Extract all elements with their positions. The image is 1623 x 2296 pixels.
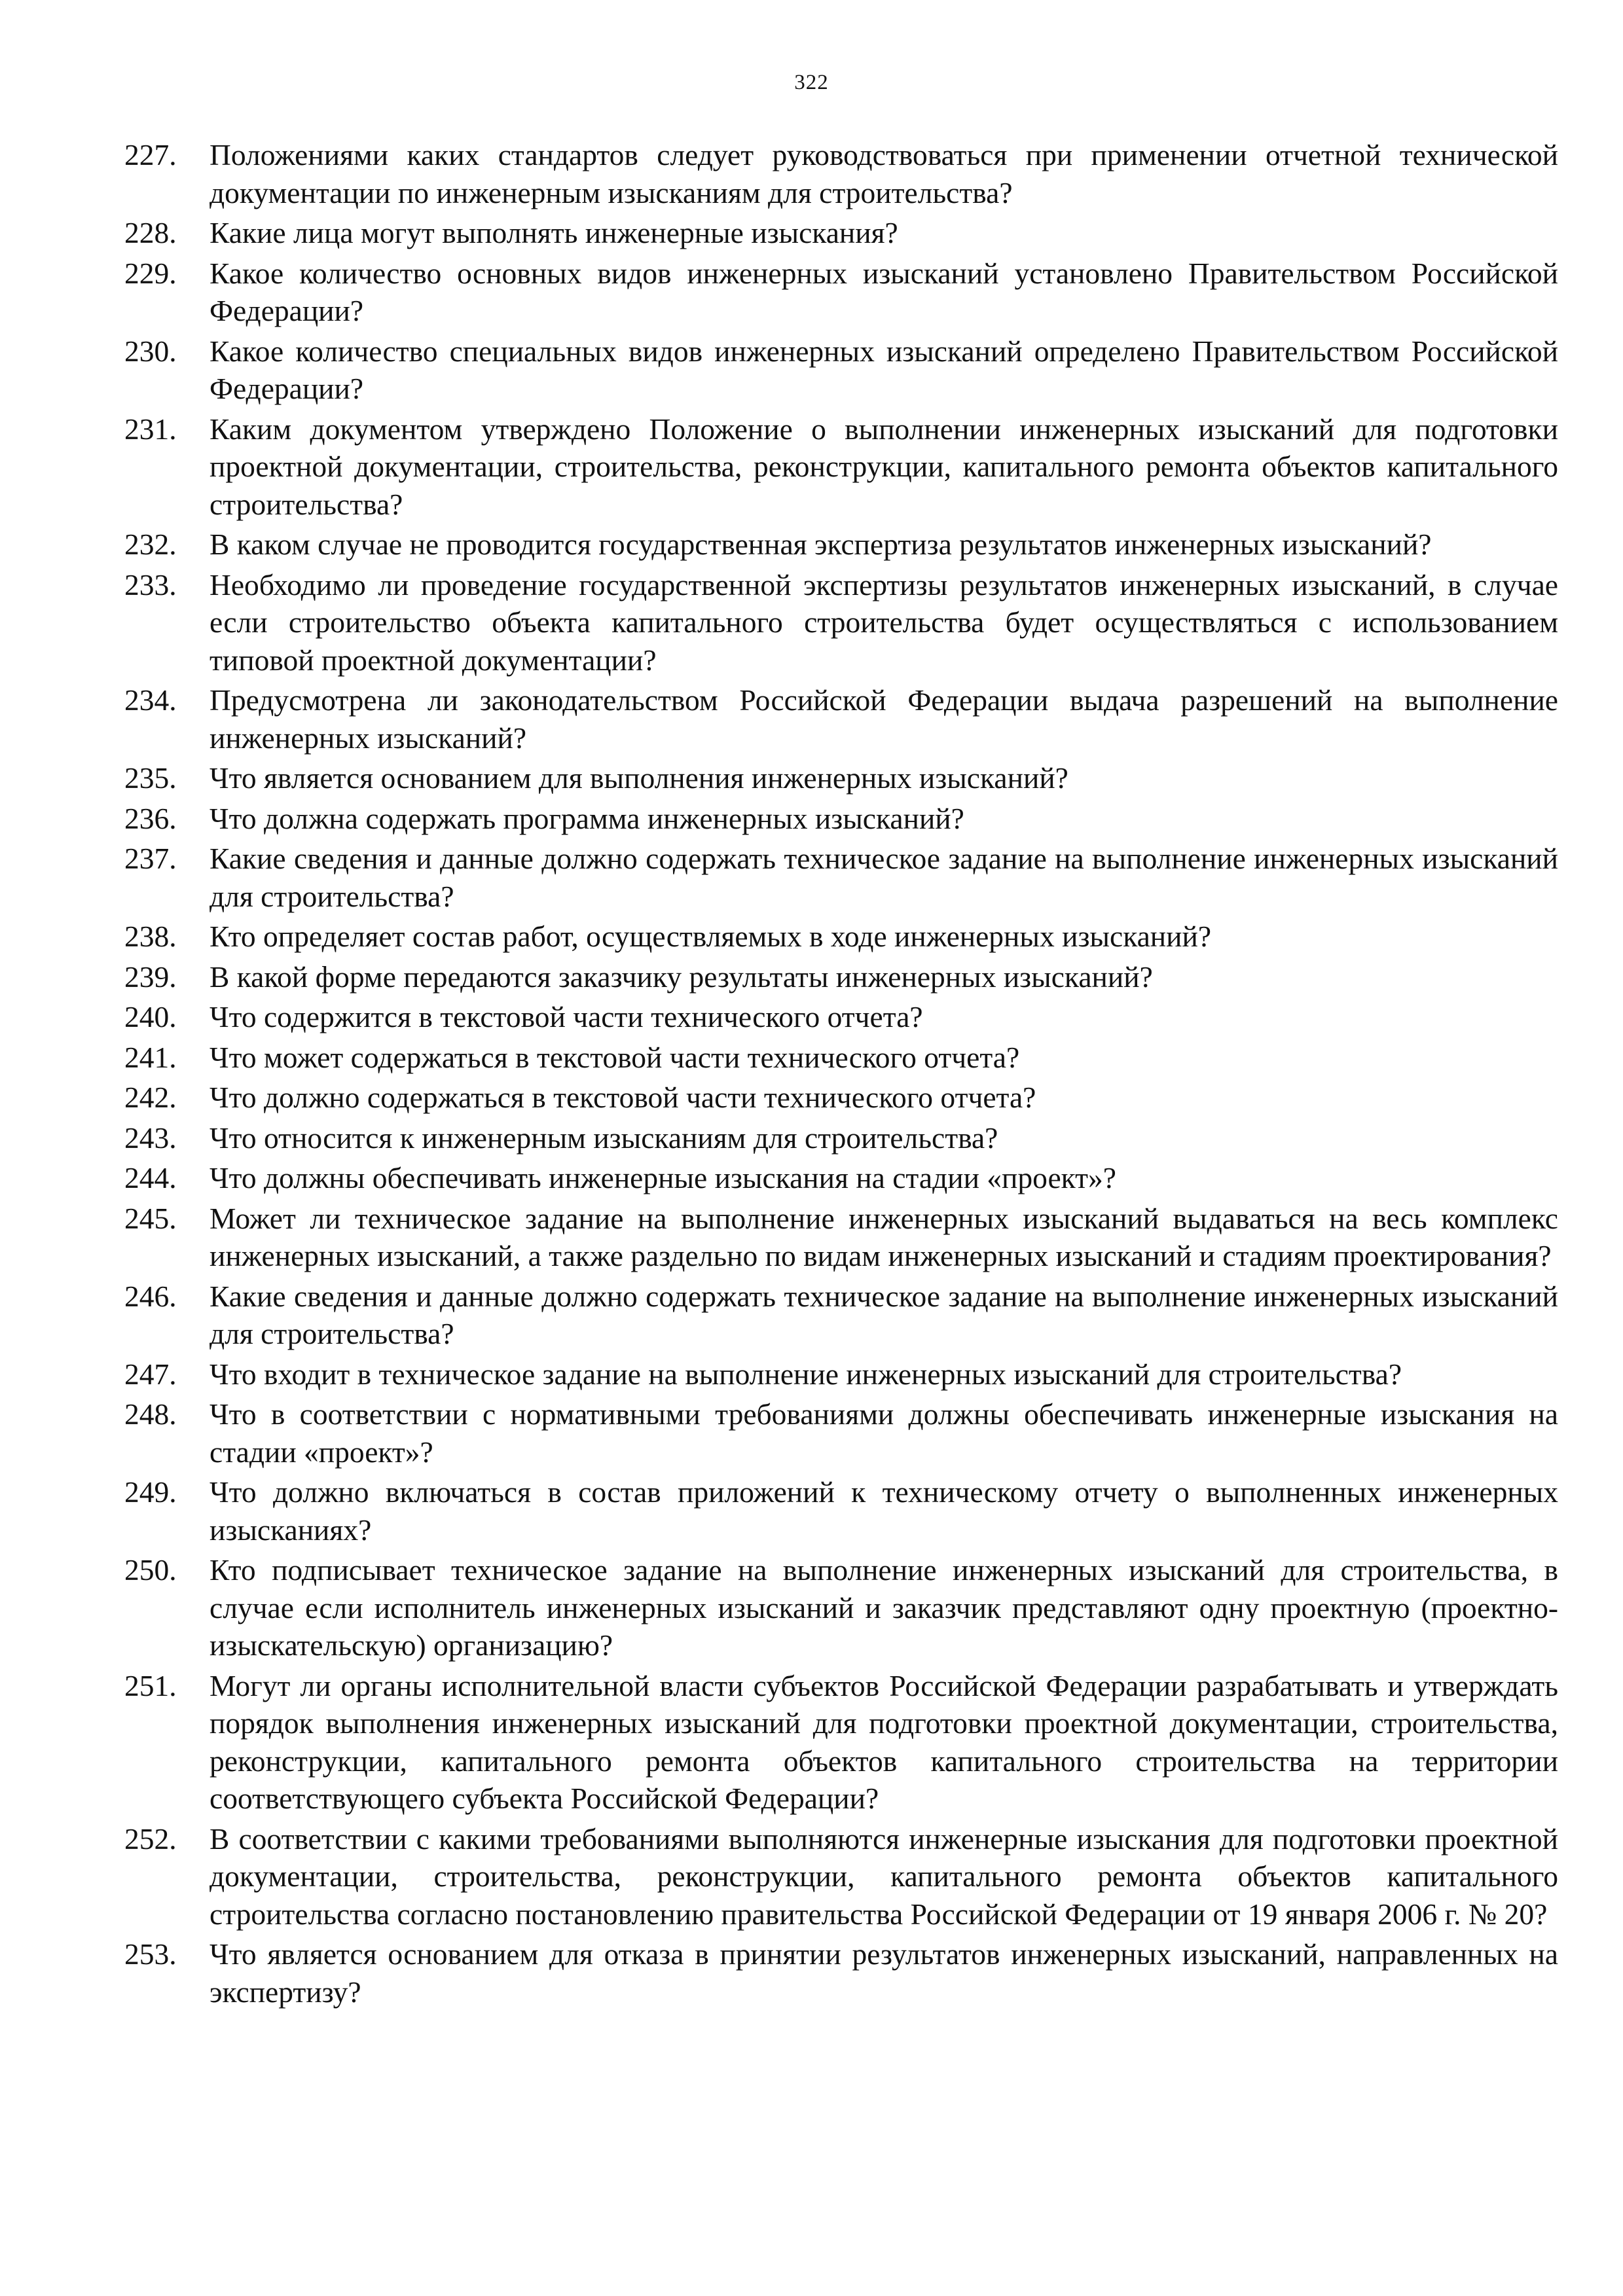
question-item bbox=[124, 526, 1558, 564]
question-item bbox=[124, 255, 1558, 330]
question-text: Какое количество основных видов инженерных изысканий установлено Правительством Российской Федерации? bbox=[210, 256, 1558, 327]
question-number: 246. bbox=[124, 1279, 177, 1313]
question-text: Положениями каких стандартов следует руководствоваться при применении отчетной технической документации по инженерным изысканиям для строительства? bbox=[210, 138, 1558, 209]
question-text: Кто определяет состав работ, осуществляемых в ходе инженерных изысканий? bbox=[210, 920, 1212, 953]
question-number: 233. bbox=[124, 567, 177, 601]
question-text: Что является основанием для выполнения инженерных изысканий? bbox=[210, 761, 1068, 795]
question-number: 242. bbox=[124, 1081, 177, 1114]
question-number: 247. bbox=[124, 1357, 177, 1391]
question-number: 230. bbox=[124, 334, 177, 368]
question-item bbox=[124, 1200, 1558, 1275]
question-list bbox=[124, 136, 1558, 2013]
question-item bbox=[124, 918, 1558, 956]
question-text: Что должна содержать программа инженерных изысканий? bbox=[210, 801, 964, 835]
question-text: Необходимо ли проведение государственной экспертизы результатов инженерных изысканий, в случае если строительство объекта капитального строительства будет осуществляться с использованием типовой проектной документации? bbox=[210, 567, 1558, 677]
question-text: Что в соответствии с нормативными требованиями должны обеспечивать инженерные изыскания на стадии «проект»? bbox=[210, 1397, 1558, 1469]
question-item bbox=[124, 214, 1558, 252]
question-item bbox=[124, 1935, 1558, 2011]
question-number: 253. bbox=[124, 1937, 177, 1971]
question-text: Что является основанием для отказа в принятии результатов инженерных изысканий, направленных на экспертизу? bbox=[210, 1937, 1558, 2009]
question-item bbox=[124, 1039, 1558, 1077]
question-number: 244. bbox=[124, 1161, 177, 1194]
question-text: Какие лица могут выполнять инженерные изыскания? bbox=[210, 216, 898, 249]
question-item bbox=[124, 1667, 1558, 1818]
question-text: Какие сведения и данные должно содержать техническое задание на выполнение инженерных изысканий для строительства? bbox=[210, 1279, 1558, 1350]
question-number: 232. bbox=[124, 528, 177, 561]
question-item bbox=[124, 136, 1558, 211]
question-text: Что должны обеспечивать инженерные изыскания на стадии «проект»? bbox=[210, 1161, 1116, 1194]
question-text: Что может содержаться в текстовой части технического отчета? bbox=[210, 1040, 1020, 1074]
question-item bbox=[124, 1079, 1558, 1117]
question-item bbox=[124, 800, 1558, 838]
question-number: 241. bbox=[124, 1040, 177, 1074]
question-item bbox=[124, 1355, 1558, 1393]
question-item bbox=[124, 1278, 1558, 1353]
question-number: 228. bbox=[124, 216, 177, 249]
question-item bbox=[124, 1395, 1558, 1471]
question-item bbox=[124, 566, 1558, 679]
question-number: 250. bbox=[124, 1553, 177, 1587]
question-item bbox=[124, 958, 1558, 996]
question-text: Может ли техническое задание на выполнение инженерных изысканий выдаваться на весь комплекс инженерных изысканий, а также раздельно по видам инженерных изысканий и стадиям проектирования? bbox=[210, 1201, 1558, 1272]
question-number: 229. bbox=[124, 256, 177, 290]
question-text: Какое количество специальных видов инженерных изысканий определено Правительством Российской Федерации? bbox=[210, 334, 1558, 405]
question-text: Что содержится в текстовой части технического отчета? bbox=[210, 1000, 923, 1033]
question-number: 252. bbox=[124, 1821, 177, 1856]
question-text: Что должно содержаться в текстовой части технического отчета? bbox=[210, 1081, 1036, 1114]
question-number: 239. bbox=[124, 960, 177, 994]
question-text: В какой форме передаются заказчику результаты инженерных изысканий? bbox=[210, 960, 1153, 994]
question-item bbox=[124, 1820, 1558, 1933]
question-number: 238. bbox=[124, 920, 177, 953]
question-number: 236. bbox=[124, 801, 177, 835]
question-number: 248. bbox=[124, 1397, 177, 1431]
question-number: 249. bbox=[124, 1475, 177, 1509]
question-item bbox=[124, 1119, 1558, 1157]
question-item bbox=[124, 759, 1558, 797]
question-text: Каким документом утверждено Положение о выполнении инженерных изысканий для подготовки проектной документации, строительства, реконструкции, капитального ремонта объектов капитального строительства? bbox=[210, 412, 1558, 521]
question-text: Что входит в техническое задание на выполнение инженерных изысканий для строительства? bbox=[210, 1357, 1402, 1391]
question-item bbox=[124, 681, 1558, 757]
question-item bbox=[124, 998, 1558, 1036]
question-item bbox=[124, 1551, 1558, 1664]
question-number: 240. bbox=[124, 1000, 177, 1033]
question-text: Что относится к инженерным изысканиям для строительства? bbox=[210, 1121, 998, 1155]
question-text: В соответствии с какими требованиями выполняются инженерные изыскания для подготовки проектной документации, строительства, реконструкции, капитального ремонта объектов капитального строительства согласно постановлению правительства Российской Федерации от 19 января 2006 г. № 20? bbox=[210, 1821, 1558, 1931]
question-text: Что должно включаться в состав приложений к техническому отчету о выполненных инженерных изысканиях? bbox=[210, 1475, 1558, 1547]
question-text: Предусмотрена ли законодательством Российской Федерации выдача разрешений на выполнение инженерных изысканий? bbox=[210, 683, 1558, 755]
question-number: 251. bbox=[124, 1668, 177, 1702]
question-text: Могут ли органы исполнительной власти субъектов Российской Федерации разрабатывать и утверждать порядок выполнения инженерных изысканий для подготовки проектной документации, строительства, реконструкции, капитального ремонта объектов капитального строительства на территории соответствующего субъекта Российской Федерации? bbox=[210, 1668, 1558, 1815]
question-number: 235. bbox=[124, 761, 177, 795]
question-item bbox=[124, 410, 1558, 524]
question-item bbox=[124, 332, 1558, 408]
question-number: 237. bbox=[124, 842, 177, 875]
question-text: В каком случае не проводится государственная экспертиза результатов инженерных изысканий? bbox=[210, 528, 1432, 561]
question-number: 243. bbox=[124, 1121, 177, 1155]
page-number: 322 bbox=[794, 71, 829, 94]
question-number: 245. bbox=[124, 1201, 177, 1235]
question-item bbox=[124, 840, 1558, 915]
question-item bbox=[124, 1473, 1558, 1549]
question-item bbox=[124, 1159, 1558, 1197]
question-number: 227. bbox=[124, 138, 177, 171]
question-number: 234. bbox=[124, 683, 177, 717]
question-text: Кто подписывает техническое задание на выполнение инженерных изысканий для строительства, в случае если исполнитель инженерных изысканий и заказчик представляют одну проектную (проектно-изыскательскую) организацию? bbox=[210, 1553, 1558, 1662]
question-number: 231. bbox=[124, 412, 177, 446]
question-text: Какие сведения и данные должно содержать техническое задание на выполнение инженерных изысканий для строительства? bbox=[210, 842, 1558, 913]
